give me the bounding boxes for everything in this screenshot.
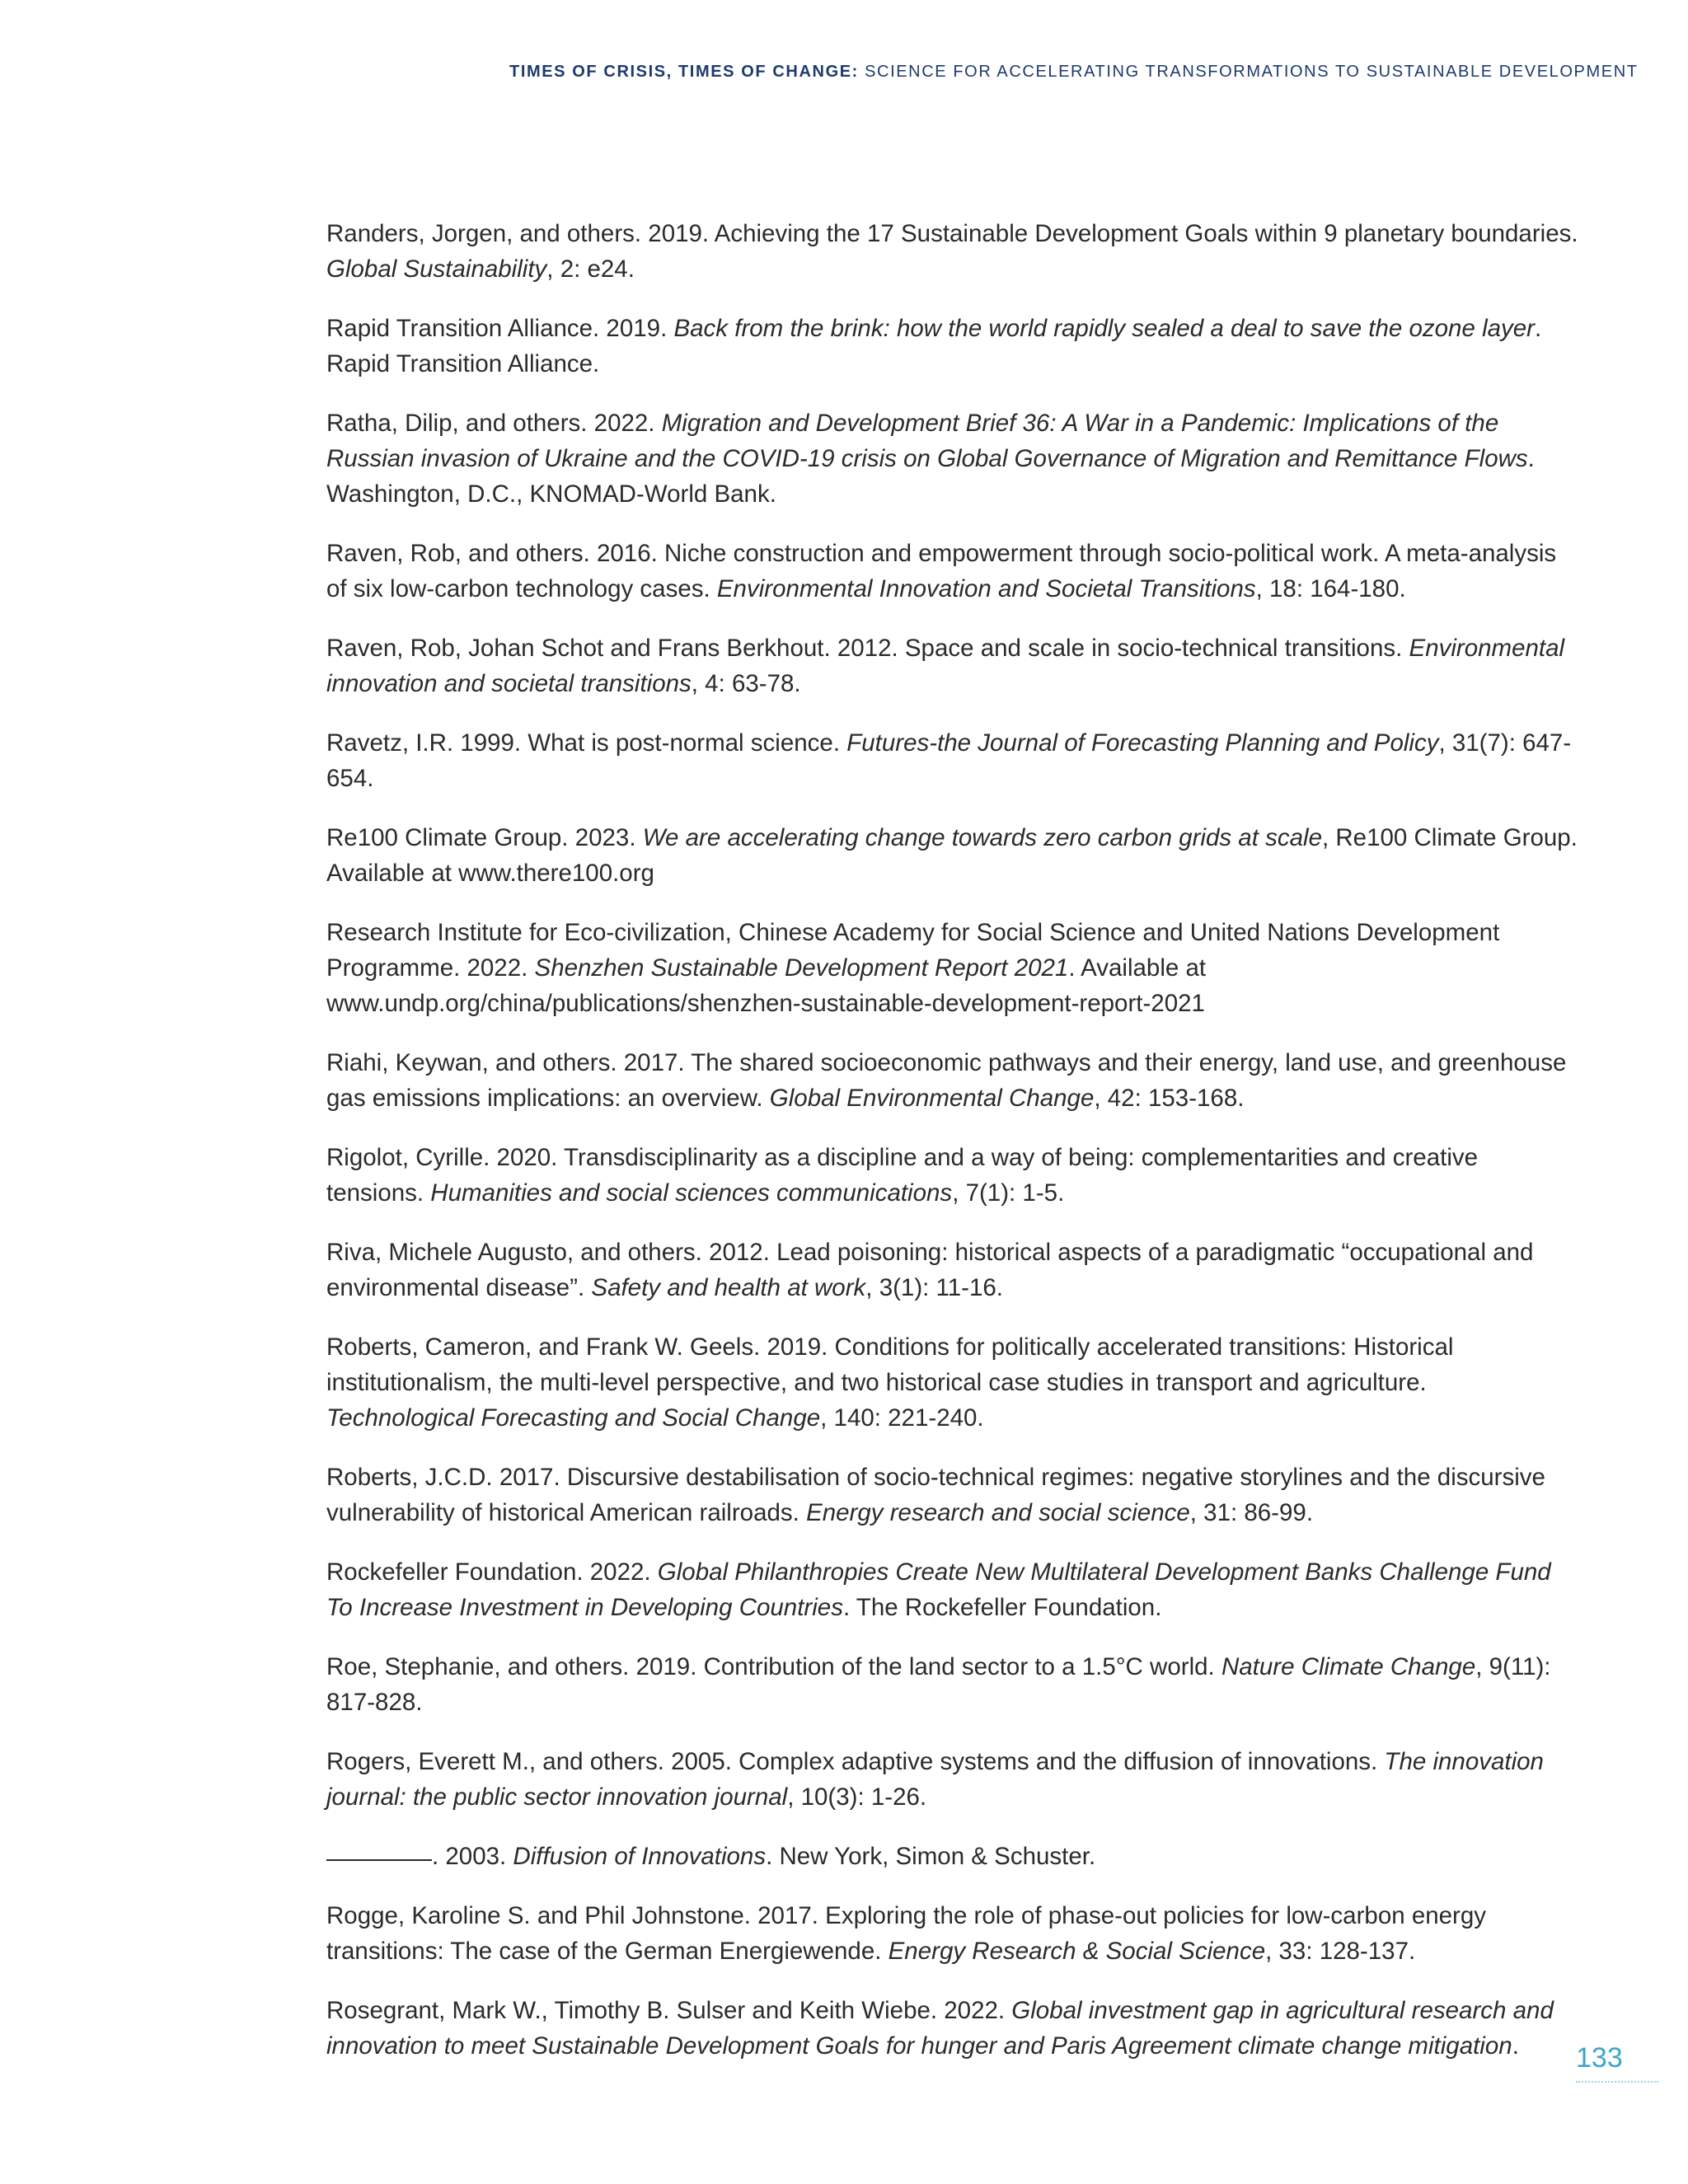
reference-entry: [326, 1329, 1579, 1436]
ref-details: , Re100 Climate Group. Available at www.there100.org: [326, 824, 1578, 887]
ref-source: Safety and health at work: [591, 1274, 866, 1301]
ref-text: Riahi, Keywan, and others. 2017. The shared socioeconomic pathways and their energy, land use, and greenhouse gas emissions implications: an overview.: [326, 1049, 1567, 1112]
reference-entry: [326, 1045, 1579, 1116]
ref-source: Shenzhen Sustainable Development Report 2021: [534, 954, 1069, 982]
reference-entry: [326, 311, 1579, 382]
ref-text: Rogers, Everett M., and others. 2005. Complex adaptive systems and the diffusion of innovations.: [326, 1748, 1385, 1775]
ref-details: , 31: 86-99.: [1189, 1499, 1314, 1526]
reference-entry: [326, 405, 1579, 512]
ref-text: Research Institute for Eco-civilization, Chinese Academy for Social Science and United Nations Development Programme. 2022.: [326, 919, 1500, 982]
ref-details: , 31(7): 647-654.: [326, 729, 1572, 792]
ref-source: Energy research and social science: [806, 1499, 1190, 1526]
ref-text: Roberts, J.C.D. 2017. Discursive destabilisation of socio-technical regimes: negative storylines and the discursive vulnerability of historical American railroads.: [326, 1464, 1545, 1526]
ref-source: We are accelerating change towards zero carbon grids at scale: [642, 824, 1322, 851]
ref-text: Raven, Rob, Johan Schot and Frans Berkhout. 2012. Space and scale in socio-technical transitions.: [326, 635, 1409, 662]
ref-source: Futures-the Journal of Forecasting Planning and Policy: [846, 729, 1439, 757]
ref-text: Rosegrant, Mark W., Timothy B. Sulser and Keith Wiebe. 2022.: [326, 1997, 1012, 2024]
ref-source: Environmental innovation and societal transitions: [326, 635, 1565, 697]
ref-source: Global Environmental Change: [769, 1085, 1095, 1112]
ref-text: Roberts, Cameron, and Frank W. Geels. 2019. Conditions for politically accelerated transitions: Historical institutionalism, the multi-level perspective, and two historical case studies in transport and agriculture.: [326, 1333, 1454, 1396]
ref-text: Rogge, Karoline S. and Phil Johnstone. 2017. Exploring the role of phase-out policies for low-carbon energy transitions: The case of the German Energiewende.: [326, 1902, 1487, 1965]
reference-entry: [326, 820, 1579, 891]
ref-text: . 2003.: [432, 1843, 513, 1870]
header-title-bold: TIMES OF CRISIS, TIMES OF CHANGE:: [509, 63, 859, 81]
ref-source: Humanities and social sciences communications: [430, 1179, 953, 1207]
ref-details: . Available at www.undp.org/china/publications/shenzhen-sustainable-development-report-2021: [326, 954, 1207, 1017]
ref-details: , 140: 221-240.: [820, 1404, 984, 1432]
ref-text: Re100 Climate Group. 2023.: [326, 824, 643, 851]
reference-entry: [326, 1839, 1579, 1874]
reference-entry: [326, 1235, 1579, 1305]
reference-entry: [326, 1744, 1579, 1815]
ref-text: Ravetz, I.R. 1999. What is post-normal science.: [326, 729, 847, 757]
ref-text: Rigolot, Cyrille. 2020. Transdisciplinarity as a discipline and a way of being: complementarities and creative tensions.: [326, 1144, 1479, 1207]
ref-details: , 42: 153-168.: [1094, 1085, 1245, 1112]
reference-entry: [326, 1460, 1579, 1530]
reference-entry: [326, 1649, 1579, 1720]
running-header: [509, 63, 1639, 82]
ref-source: Technological Forecasting and Social Change: [326, 1404, 821, 1432]
ref-details: , 2: e24.: [546, 255, 635, 283]
ref-details: , 3(1): 11-16.: [865, 1274, 1003, 1301]
ref-source: Environmental Innovation and Societal Transitions: [716, 575, 1256, 602]
ref-details: .: [1512, 2032, 1519, 2060]
ref-source: Diffusion of Innovations: [513, 1843, 767, 1870]
ref-text: Raven, Rob, and others. 2016. Niche construction and empowerment through socio-political work. A meta-analysis of six low-carbon technology cases.: [326, 540, 1557, 602]
reference-entry: [326, 536, 1579, 607]
ref-text: Rockefeller Foundation. 2022.: [326, 1558, 658, 1586]
reference-entry: [326, 725, 1579, 796]
ref-text: Riva, Michele Augusto, and others. 2012. Lead poisoning: historical aspects of a paradigmatic “occupational and environmental disease”.: [326, 1239, 1534, 1301]
reference-entry: [326, 1140, 1579, 1211]
ref-details: . The Rockefeller Foundation.: [842, 1594, 1162, 1621]
ref-details: , 4: 63-78.: [691, 670, 801, 697]
ref-source: Nature Climate Change: [1221, 1653, 1476, 1680]
reference-entry: [326, 915, 1579, 1021]
ref-source: Global Sustainability: [326, 255, 547, 283]
reference-list: [326, 216, 1579, 2088]
ref-source: Migration and Development Brief 36: A War in a Pandemic: Implications of the Russian invasion of Ukraine and the COVID-19 crisis on Global Governance of Migration and Remittance Flows: [326, 410, 1528, 472]
header-title-rest: SCIENCE FOR ACCELERATING TRANSFORMATIONS TO SUSTAINABLE DEVELOPMENT: [858, 63, 1639, 81]
reference-entry: [326, 1898, 1579, 1969]
ref-text: Rapid Transition Alliance. 2019.: [326, 315, 674, 342]
ref-details: . Washington, D.C., KNOMAD-World Bank.: [326, 445, 1535, 508]
ref-text: Randers, Jorgen, and others. 2019. Achieving the 17 Sustainable Development Goals within 9 planetary boundaries.: [326, 220, 1578, 247]
reference-entry: [326, 630, 1579, 701]
ref-details: . Rapid Transition Alliance.: [326, 315, 1542, 377]
ref-details: , 33: 128-137.: [1265, 1938, 1416, 1965]
reference-entry: [326, 1554, 1579, 1625]
ref-text: Roe, Stephanie, and others. 2019. Contribution of the land sector to a 1.5°C world.: [326, 1653, 1221, 1680]
same-author-dash: [326, 1859, 432, 1861]
ref-details: , 9(11): 817-828.: [326, 1653, 1551, 1716]
ref-details: , 18: 164-180.: [1255, 575, 1406, 602]
ref-source: The innovation journal: the public sector innovation journal: [326, 1748, 1544, 1811]
page-number: 133: [1576, 2042, 1658, 2083]
ref-source: Global investment gap in agricultural research and innovation to meet Sustainable Development Goals for hunger and Paris Agreement climate change mitigation: [326, 1997, 1554, 2060]
ref-source: Global Philanthropies Create New Multilateral Development Banks Challenge Fund To Increase Investment in Developing Countries: [326, 1558, 1551, 1621]
ref-text: Ratha, Dilip, and others. 2022.: [326, 410, 662, 437]
ref-source: Back from the brink: how the world rapidly sealed a deal to save the ozone layer: [673, 315, 1536, 342]
ref-details: . New York, Simon & Schuster.: [766, 1843, 1096, 1870]
reference-entry: [326, 1993, 1579, 2064]
ref-details: , 7(1): 1-5.: [952, 1179, 1065, 1207]
reference-entry: [326, 216, 1579, 287]
ref-source: Energy Research & Social Science: [888, 1938, 1266, 1965]
ref-details: , 10(3): 1-26.: [787, 1783, 927, 1811]
